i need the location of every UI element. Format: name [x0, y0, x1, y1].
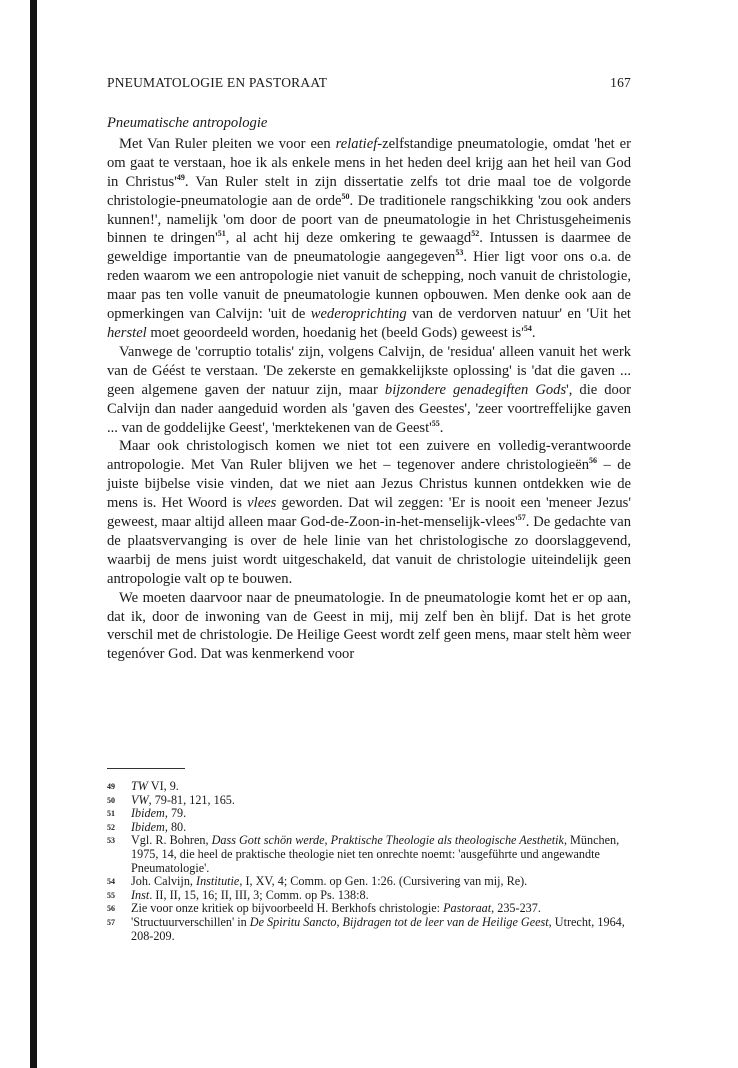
footnote-ref: 50 — [341, 191, 350, 201]
page-number: 167 — [610, 75, 631, 90]
text-run: Vanwege de 'corruptio totalis' zijn, volgens Calvijn, de 'residua' alleen vanuit het werk van de Géést te verstaan. 'De zekerste en gemakkelijkste oplossing' is 'dat die gaven ... geen algemene gaven der natuur zijn, maar — [107, 343, 631, 398]
italic-run: Pastoraat — [443, 901, 492, 916]
text-run: , 235-237. — [491, 901, 541, 916]
italic-run: Ibidem — [131, 819, 165, 834]
text-run: ', die door Calvijn dan nader aangeduid worden als 'gaven des Geestes', 'zeer voortreffelijke gaven ... van de goddelijke Geest', 'merktekenen van de Geest' — [107, 381, 631, 436]
text-run: , 80. — [164, 819, 187, 834]
footnote-50 — [107, 794, 633, 808]
italic-run: herstel — [107, 324, 147, 341]
text-run: moet geoordeeld worden, hoedanig het (beeld Gods) geweest is' — [146, 324, 524, 341]
footnote-number: 52 — [107, 822, 115, 832]
footnote-number: 50 — [107, 795, 115, 805]
paragraph-2 — [107, 343, 631, 438]
footnotes-list — [107, 780, 633, 943]
footnote-56 — [107, 902, 633, 916]
text-run: 'Structuurverschillen' in — [131, 914, 250, 929]
footnote-51 — [107, 807, 633, 821]
italic-run: TW — [131, 779, 148, 793]
text-run: , 79. — [164, 806, 187, 821]
footnote-ref: 49 — [176, 172, 185, 182]
text-run: , Utrecht, 1964, 208-209. — [131, 914, 625, 943]
text-run: . — [439, 419, 444, 436]
paragraph-1 — [107, 135, 631, 343]
text-run: . Intussen is daarmee de geweldige importantie van de pneumatologie aangegeven — [107, 230, 631, 266]
text-run: Vgl. R. Bohren, — [131, 833, 212, 848]
footnote-number: 54 — [107, 877, 115, 887]
text-run: Maar ook christologisch komen we niet tot een zuivere en volledig-verantwoorde antropologie. Met Van Ruler blijven we het – tegenover andere christologieën — [107, 438, 631, 474]
footnote-number: 55 — [107, 890, 115, 900]
text-run: . Van Ruler stelt in zijn dissertatie zelfs tot drie maal toe de volgorde christologie-pneumatologie aan de orde — [107, 173, 631, 209]
text-run: van de verdorven natuur' en 'Uit het — [406, 306, 631, 323]
text-run: – de juiste bijbelse visie vinden, dat we niet aan Jezus Christus kunnen ontdekken wie de mens is. Het Woord is — [107, 457, 631, 512]
footnote-number: 49 — [107, 782, 115, 791]
italic-run: Dass Gott schön werde, Praktische Theologie als theologische Aesthetik — [211, 833, 564, 848]
footnote-49 — [107, 780, 633, 794]
text-run: , 79-81, 121, 165. — [148, 792, 235, 807]
text-run: Joh. Calvijn, — [131, 874, 197, 889]
italic-run: Ibidem — [131, 806, 165, 821]
scan-edge-bottom — [30, 1050, 34, 1068]
footnote-number: 57 — [107, 917, 115, 927]
running-header — [107, 75, 631, 91]
footnote-number: 56 — [107, 904, 115, 914]
text-run: . Hier ligt voor ons o.a. de reden waarom we een antropologie niet vanuit de schepping, noch vanuit de christologie, maar pas ten volle vanuit de pneumatologie kunnen opbouwen. Men denke ook aan de opmerkingen van Calvijn: 'uit de — [107, 249, 631, 323]
footnote-ref: 57 — [517, 513, 526, 523]
italic-run: Inst — [131, 887, 150, 902]
text-run: -zelfstandige pneumatologie, omdat 'het er om gaat te verstaan, hoe ik als enkele mens in het heden deel krijg aan het heil van God in Christus' — [107, 135, 631, 190]
footnote-ref: 53 — [455, 248, 464, 258]
scan-edge — [30, 0, 37, 1068]
text-run: , München, 1975, 14, die heel de praktische theologie niet ten onrechte noemt: 'ausgeführte und angewandte Pneumatologie'. — [131, 833, 620, 875]
footnote-52 — [107, 821, 633, 835]
running-title: PNEUMATOLOGIE EN PASTORAAT — [107, 75, 328, 90]
footnote-number: 51 — [107, 809, 115, 819]
text-run: VI, 9. — [147, 779, 179, 793]
footnote-number: 53 — [107, 836, 115, 846]
text-run: , al acht hij deze omkering te gewaagd — [225, 230, 472, 247]
footnote-divider — [107, 768, 185, 769]
body-text — [107, 114, 631, 664]
text-run: Met Van Ruler pleiten we voor een — [119, 135, 336, 152]
footnote-53 — [107, 834, 633, 875]
footnote-55 — [107, 889, 633, 903]
footnote-ref: 55 — [431, 418, 440, 428]
text-run: . De gedachte van de plaatsvervanging is over de hele linie van het christologische zo doorslaggevend, waarbij de mens juist wordt uitgeschakeld, dat vanuit de christologie uiteindelijk geen antropologie valt op te bouwen. — [107, 514, 631, 587]
italic-run: bijzondere genadegiften Gods — [384, 381, 567, 398]
footnote-ref: 54 — [523, 324, 532, 334]
text-run: We moeten daarvoor naar de pneumatologie. In de pneumatologie komt het er op aan, dat ik, door de inwoning van de Geest in mij, mij zelf ben èn blijf. Dat is het grote verschil met de christologie. De Heilige Geest wordt zelf geen mens, maar stelt hèm weer tegenóver God. Dat was kenmerkend voor — [107, 589, 631, 663]
paragraph-3 — [107, 437, 631, 588]
italic-run: wederoprichting — [310, 306, 407, 323]
text-run: . De traditionele rangschikking 'zou ook anders kunnen!', namelijk 'om door de poort van de pneumatologie in het Christusgeheimenis binnen te dringen' — [107, 192, 631, 247]
paragraph-4 — [107, 589, 631, 665]
italic-run: VW — [131, 792, 149, 807]
text-run: , I, XV, 4; Comm. op Gen. 1:26. (Cursivering van mij, Re). — [239, 874, 528, 889]
italic-run: relatief — [335, 135, 378, 152]
italic-run: De Spiritu Sancto, Bijdragen tot de leer van de Heilige Geest — [249, 914, 549, 929]
italic-run: vlees — [247, 495, 277, 512]
footnote-57 — [107, 916, 633, 943]
footnote-54 — [107, 875, 633, 889]
text-run: . — [531, 324, 536, 341]
italic-run: Institutie — [196, 874, 240, 889]
footnote-ref: 51 — [217, 229, 226, 239]
text-run: . II, II, 15, 16; II, III, 3; Comm. op Ps. 138:8. — [149, 887, 369, 902]
footnote-ref: 56 — [589, 456, 598, 466]
text-run: geworden. Dat wil zeggen: 'Er is nooit een 'meneer Jezus' geweest, maar altijd alleen maar God-de-Zoon-in-het-menselijk-vlees' — [107, 495, 631, 531]
section-title: Pneumatische antropologie — [107, 115, 268, 131]
footnote-ref: 52 — [471, 229, 480, 239]
text-run: Zie voor onze kritiek op bijvoorbeeld H. Berkhofs christologie: — [131, 901, 444, 916]
